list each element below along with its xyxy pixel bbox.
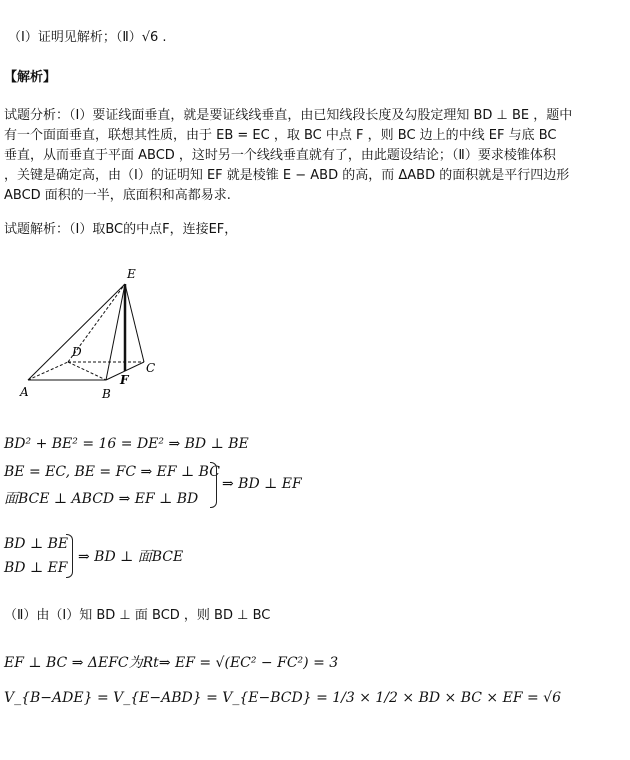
brace-1 bbox=[210, 462, 217, 508]
edge-DB bbox=[68, 362, 106, 380]
label-C: C bbox=[146, 361, 156, 375]
analysis-line-4: ，关键是确定高，由（Ⅰ）的证明知 EF 就是棱锥 E − ABD 的高，而 ΔABD 的面积就是平行四边形 bbox=[4, 168, 570, 183]
analysis-line-5: ABCD 面积的一半，底面积和高都易求. bbox=[4, 188, 231, 203]
pyramid-figure bbox=[10, 262, 170, 402]
equation-3-result: ⇒ BD ⊥ EF bbox=[222, 476, 302, 492]
equation-5: BD ⊥ EF bbox=[4, 560, 68, 576]
section-title: 【解析】 bbox=[4, 70, 57, 85]
answer-line: （Ⅰ）证明见解析；（Ⅱ）√6 . bbox=[8, 30, 167, 45]
part-2-statement: （Ⅱ）由（Ⅰ）知 BD ⊥ 面 BCD ，则 BD ⊥ BC bbox=[4, 608, 271, 623]
analysis-line-2: 有一个面面垂直，联想其性质，由于 EB = EC ，取 BC 中点 F ，则 BC 边上的中线 EF 与底 BC bbox=[4, 128, 557, 143]
edge-AD bbox=[28, 362, 68, 380]
label-E: E bbox=[127, 267, 136, 281]
edge-BE bbox=[106, 284, 125, 380]
label-A: A bbox=[20, 385, 29, 399]
analysis-line-3: 垂直，从而垂直于平面 ABCD ，这时另一个线线垂直就有了，由此题设结论；（Ⅱ）要求棱锥体积 bbox=[4, 148, 556, 163]
brace-2 bbox=[66, 534, 73, 578]
equation-4: BD ⊥ BE bbox=[4, 536, 69, 552]
equation-6: EF ⊥ BC ⇒ ΔEFC为Rt⇒ EF = √(EC² − FC²) = 3 bbox=[4, 655, 339, 671]
label-B: B bbox=[102, 387, 111, 401]
equation-1: BD² + BE² = 16 = DE² ⇒ BD ⊥ BE bbox=[4, 436, 249, 452]
label-F: F bbox=[120, 373, 129, 387]
equation-7: V_{B−ADE} = V_{E−ABD} = V_{E−BCD} = 1/3 × 1/2 × BD × BC × EF = √6 bbox=[4, 690, 561, 706]
edge-AE bbox=[28, 284, 125, 380]
analysis-paragraph bbox=[4, 106, 572, 206]
equation-3: 面BCE ⊥ ABCD ⇒ EF ⊥ BD bbox=[4, 491, 199, 507]
equation-45-result: ⇒ BD ⊥ 面BCE bbox=[78, 549, 184, 565]
analysis-line-1: 试题分析：（Ⅰ）要证线面垂直，就是要证线线垂直，由已知线段长度及勾股定理知 BD ⊥ BE ，题中 bbox=[4, 108, 573, 123]
edge-CE bbox=[125, 284, 144, 362]
label-D: D bbox=[72, 345, 82, 359]
equation-2: BE = EC, BE = FC ⇒ EF ⊥ BC bbox=[4, 464, 220, 480]
solution-intro: 试题解析：（Ⅰ）取BC的中点F，连接EF， bbox=[4, 222, 238, 237]
